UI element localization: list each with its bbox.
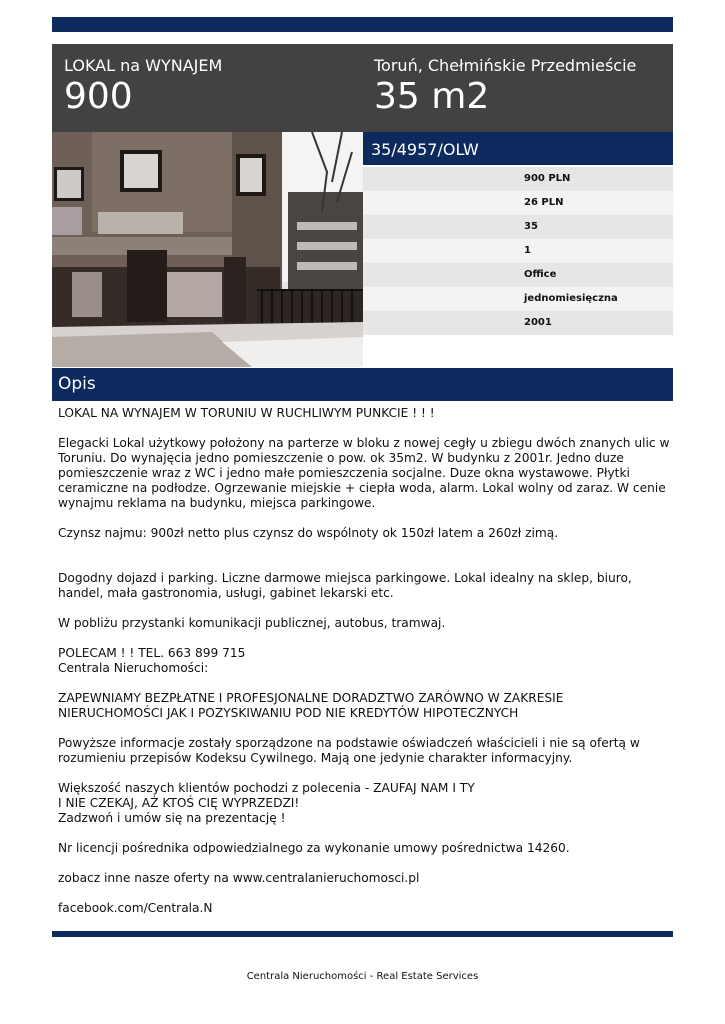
description-paragraph: Dogodny dojazd i parking. Liczne darmowe miejsca parkingowe. Lokal idealny na sklep, biuro, handel, mała gastronomia, usługi, gabinet lekarski etc. bbox=[58, 571, 632, 600]
spec-row bbox=[363, 191, 673, 215]
description-paragraph: Nr licencji pośrednika odpowiedzialnego za wykonanie umowy pośrednictwa 14260. bbox=[58, 841, 570, 855]
reference-number: 35/4957/OLW bbox=[371, 140, 479, 159]
listing-header bbox=[52, 44, 673, 132]
listing-type: LOKAL na WYNAJEM bbox=[64, 56, 223, 75]
website-link-text: zobacz inne nasze oferty na www.centralanieruchomosci.pl bbox=[58, 871, 420, 885]
header-left bbox=[64, 56, 222, 118]
bottom-accent-bar bbox=[52, 931, 673, 937]
spec-row bbox=[363, 311, 673, 335]
spec-row bbox=[363, 239, 673, 263]
spec-value: 900 PLN bbox=[524, 173, 571, 184]
property-photo bbox=[52, 132, 363, 367]
top-accent-bar bbox=[52, 17, 673, 32]
description-paragraph: W pobliżu przystanki komunikacji publicznej, autobus, tramwaj. bbox=[58, 616, 446, 630]
description-paragraph: Czynsz najmu: 900zł netto plus czynsz do wspólnoty ok 150zł latem a 260zł zimą. bbox=[58, 526, 559, 540]
spec-row bbox=[363, 287, 673, 311]
facebook-link-text: facebook.com/Centrala.N bbox=[58, 901, 213, 915]
description-paragraph: ZAPEWNIAMY BEZPŁATNE I PROFESJONALNE DORADZTWO ZARÓWNO W ZAKRESIE NIERUCHOMOŚCI JAK I POZYSKIWANIU POD NIE KREDYTÓW HIPOTECZNYCH bbox=[58, 691, 564, 720]
spec-value: 2001 bbox=[524, 317, 552, 328]
description-paragraph: POLECAM ! ! TEL. 663 899 715 Centrala Nieruchomości: bbox=[58, 646, 246, 675]
spec-value: 26 PLN bbox=[524, 197, 564, 208]
listing-area: 35 m2 bbox=[374, 76, 490, 117]
spec-value: jednomiesięczna bbox=[524, 293, 618, 304]
spec-row bbox=[363, 167, 673, 191]
spec-value: 35 bbox=[524, 221, 538, 232]
description-paragraph: Powyższe informacje zostały sporządzone na podstawie oświadczeń właścicieli i nie są ofertą w rozumieniu przepisów Kodeksu Cywilnego. Mają one jedynie charakter informacyjny. bbox=[58, 736, 640, 765]
spec-row bbox=[363, 263, 673, 287]
reference-bar bbox=[363, 132, 673, 165]
header-right bbox=[374, 56, 636, 118]
page-footer: Centrala Nieruchomości - Real Estate Services bbox=[246, 971, 479, 982]
description-section-bar bbox=[52, 368, 673, 401]
spec-value: Office bbox=[524, 269, 557, 280]
specs-table bbox=[363, 167, 673, 335]
spec-row bbox=[363, 215, 673, 239]
description-paragraph: Elegacki Lokal użytkowy położony na parterze w bloku z nowej cegły u zbiegu dwóch znanych ulic w Toruniu. Do wynajęcia jedno pomieszczenie o pow. ok 35m2. W budynku z 2001r. Jedno duze pomieszczenie wraz z WC i jedno małe pomieszczenia socjalne. Duze okna wystawowe. Płytki ceramiczne na podłodze. Ogrzewanie miejskie + ciepła woda, alarm. Lokal wolny od zaraz. W cenie wynajmu reklama na budynku, miejsca parkingowe. bbox=[58, 436, 670, 510]
description-text bbox=[58, 406, 670, 916]
spec-value: 1 bbox=[524, 245, 531, 256]
section-title: Opis bbox=[58, 374, 96, 394]
listing-location: Toruń, Chełmińskie Przedmieście bbox=[374, 56, 637, 75]
listing-price: 900 bbox=[64, 76, 133, 117]
description-paragraph: LOKAL NA WYNAJEM W TORUNIU W RUCHLIWYM PUNKCIE ! ! ! bbox=[58, 406, 435, 420]
description-paragraph: Większość naszych klientów pochodzi z polecenia - ZAUFAJ NAM I TY I NIE CZEKAJ, AŻ KTOŚ CIĘ WYPRZEDZI! Zadzwoń i umów się na prezentację ! bbox=[58, 781, 475, 825]
